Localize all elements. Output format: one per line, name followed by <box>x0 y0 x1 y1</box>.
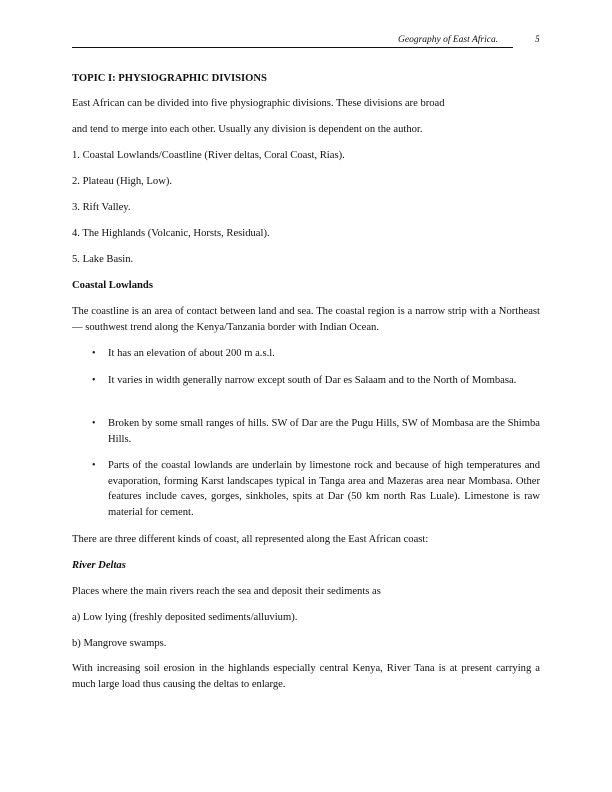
bullet-item: Parts of the coastal lowlands are underlain by limestone rock and because of high temperatures and evaporation, forming Karst landscapes typical in Tanga area and Mazeras area near Mombasa. Other features include caves, gorges, sinkholes, spits at Dar (50 km north Ras Luale). Limestone is raw material for cement. <box>108 460 540 518</box>
paragraph: There are three different kinds of coast, all represented along the East African coast: <box>72 534 429 545</box>
paragraph: With increasing soil erosion in the highlands especially central Kenya, River Tana is at present carrying a much large load thus causing the deltas to enlarge. <box>72 663 540 690</box>
paragraph: Places where the main rivers reach the sea and deposit their sediments as <box>72 586 381 597</box>
division-item: 3. Rift Valley. <box>72 202 131 213</box>
section-heading: River Deltas <box>72 560 126 571</box>
bullet-icon: • <box>92 460 96 471</box>
page-number: 5 <box>535 35 540 45</box>
division-item: 2. Plateau (High, Low). <box>72 176 173 187</box>
bullet-item: Broken by some small ranges of hills. SW of Dar are the Pugu Hills, SW of Mombasa are the Shimba Hills. <box>108 418 540 445</box>
running-header: Geography of East Africa. <box>398 35 499 45</box>
bullet-item: It varies in width generally narrow except south of Dar es Salaam and to the North of Mombasa. <box>108 375 517 386</box>
list-item: a) Low lying (freshly deposited sediments/alluvium). <box>72 612 298 623</box>
division-item: 5. Lake Basin. <box>72 254 134 265</box>
header-rule <box>72 47 513 48</box>
intro-line: and tend to merge into each other. Usually any division is dependent on the author. <box>72 124 423 135</box>
division-item: 4. The Highlands (Volcanic, Horsts, Residual). <box>72 228 270 239</box>
bullet-icon: • <box>92 348 96 359</box>
division-item: 1. Coastal Lowlands/Coastline (River deltas, Coral Coast, Rias). <box>72 150 345 161</box>
list-item: b) Mangrove swamps. <box>72 638 167 649</box>
section-heading: Coastal Lowlands <box>72 280 153 291</box>
intro-line: East African can be divided into five physiographic divisions. These divisions are broad <box>72 98 445 109</box>
topic-title: TOPIC I: PHYSIOGRAPHIC DIVISIONS <box>72 73 267 84</box>
bullet-icon: • <box>92 375 96 386</box>
paragraph: The coastline is an area of contact between land and sea. The coastal region is a narrow strip with a Northeast— southwest trend along the Kenya/Tanzania border with Indian Ocean. <box>72 306 540 333</box>
bullet-item: It has an elevation of about 200 m a.s.l. <box>108 348 275 359</box>
bullet-icon: • <box>92 418 96 429</box>
